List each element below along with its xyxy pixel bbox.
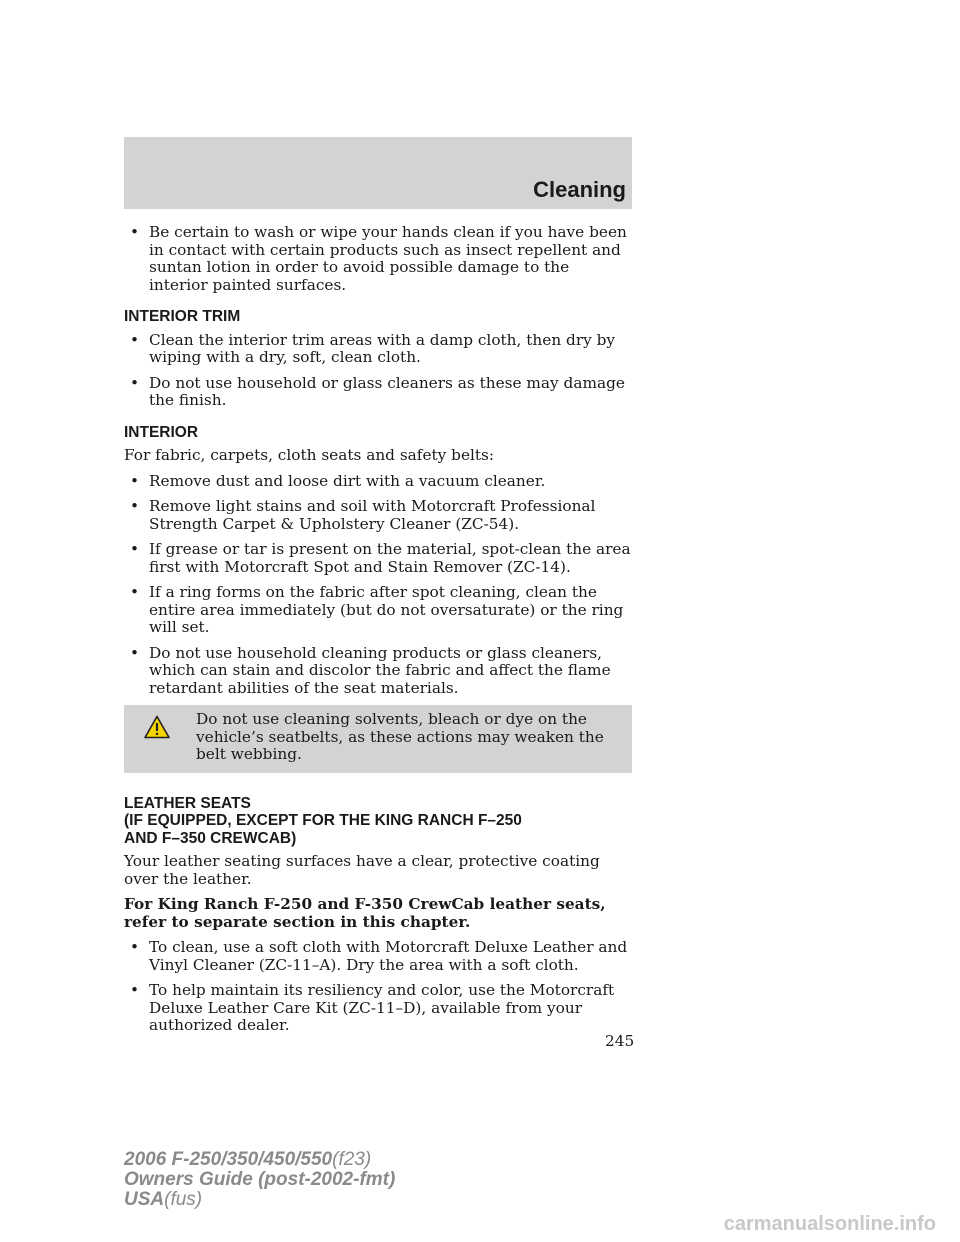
bullet-dot: • xyxy=(130,223,140,241)
footer-line-3 xyxy=(124,1190,395,1210)
section-header-band xyxy=(124,137,632,209)
footer-model: 2006 F-250/350/450/550 xyxy=(124,1149,333,1170)
heading-leather-seats xyxy=(124,795,632,848)
bullet-text: Clean the interior trim areas with a damp cloth, then dry by wiping with a dry, soft, clean cloth. xyxy=(149,330,616,366)
bullet-text: Remove light stains and soil with Motorcraft Professional Strength Carpet & Upholstery Cleaner (ZC-54). xyxy=(149,497,596,533)
king-ranch-note: For King Ranch F-250 and F-350 CrewCab leather seats, refer to separate section in this chapter. xyxy=(124,895,606,931)
page-content xyxy=(124,224,632,1043)
bullet-dot: • xyxy=(130,330,140,349)
section-title: Cleaning xyxy=(533,177,626,202)
footer-line-1 xyxy=(124,1150,395,1170)
bullet-text: If a ring forms on the fabric after spot cleaning, clean the entire area immediately (but do not oversaturate) or the ring will set. xyxy=(149,583,624,636)
leather-intro: Your leather seating surfaces have a clear, protective coating over the leather. xyxy=(124,852,600,888)
bullet-item xyxy=(124,332,632,367)
bullet-item xyxy=(124,498,632,533)
bullet-dot: • xyxy=(130,497,140,515)
bullet-item xyxy=(124,541,632,576)
footer-guide: Owners Guide (post-2002-fmt) xyxy=(124,1169,396,1190)
bullet-item xyxy=(124,473,632,491)
bullet-item xyxy=(124,982,632,1035)
bullet-text: Do not use household or glass cleaners as these may damage the finish. xyxy=(149,373,625,409)
warning-text: Do not use cleaning solvents, bleach or dye on the vehicle’s seatbelts, as these actions may weaken the belt webbing. xyxy=(196,710,604,763)
heading-line: LEATHER SEATS xyxy=(124,794,251,812)
bullet-item xyxy=(124,645,632,698)
footer-model-code: (f23) xyxy=(332,1149,372,1170)
bullet-text: Do not use household cleaning products or glass cleaners, which can stain and discolor the fabric and affect the flame retardant abilities of the seat materials. xyxy=(149,643,611,697)
bullet-dot: • xyxy=(130,583,140,601)
heading-interior: INTERIOR xyxy=(124,423,199,441)
document-footer xyxy=(124,1150,395,1210)
bullet-text: To clean, use a soft cloth with Motorcraft Deluxe Leather and Vinyl Cleaner (ZC-11–A). Dry the area with a soft cloth. xyxy=(149,938,628,974)
heading-line: (IF EQUIPPED, EXCEPT FOR THE KING RANCH F–250 xyxy=(124,812,522,829)
bullet-text: To help maintain its resiliency and color, use the Motorcraft Deluxe Leather Care Kit (ZC-11–D), available from your authorized dealer. xyxy=(149,981,615,1034)
warning-triangle-icon xyxy=(144,715,170,739)
bullet-item xyxy=(124,224,632,294)
footer-market: USA xyxy=(124,1189,165,1210)
bullet-item xyxy=(124,584,632,637)
footer-market-code: (fus) xyxy=(164,1189,203,1210)
bullet-dot: • xyxy=(130,938,140,956)
interior-intro: For fabric, carpets, cloth seats and safety belts: xyxy=(124,446,495,464)
bullet-dot: • xyxy=(130,981,140,999)
bullet-dot: • xyxy=(130,471,140,490)
heading-line: AND F–350 CREWCAB) xyxy=(124,829,297,847)
bullet-dot: • xyxy=(130,373,140,392)
warning-box xyxy=(124,705,632,773)
bullet-item xyxy=(124,939,632,974)
watermark: carmanualsonline.info xyxy=(723,1213,936,1235)
bullet-item xyxy=(124,375,632,410)
bullet-text: Remove dust and loose dirt with a vacuum cleaner. xyxy=(149,471,546,490)
heading-interior-trim: INTERIOR TRIM xyxy=(124,308,241,325)
bullet-dot: • xyxy=(130,643,140,662)
bullet-text: Be certain to wash or wipe your hands clean if you have been in contact with certain products such as insect repellent and suntan lotion in order to avoid possible damage to the interior painted surfaces. xyxy=(149,223,627,294)
bullet-dot: • xyxy=(130,540,140,558)
page-number: 245 xyxy=(605,1032,635,1050)
footer-line-2 xyxy=(124,1170,395,1190)
bullet-text: If grease or tar is present on the material, spot-clean the area first with Motorcraft Spot and Stain Remover (ZC-14). xyxy=(149,540,631,576)
